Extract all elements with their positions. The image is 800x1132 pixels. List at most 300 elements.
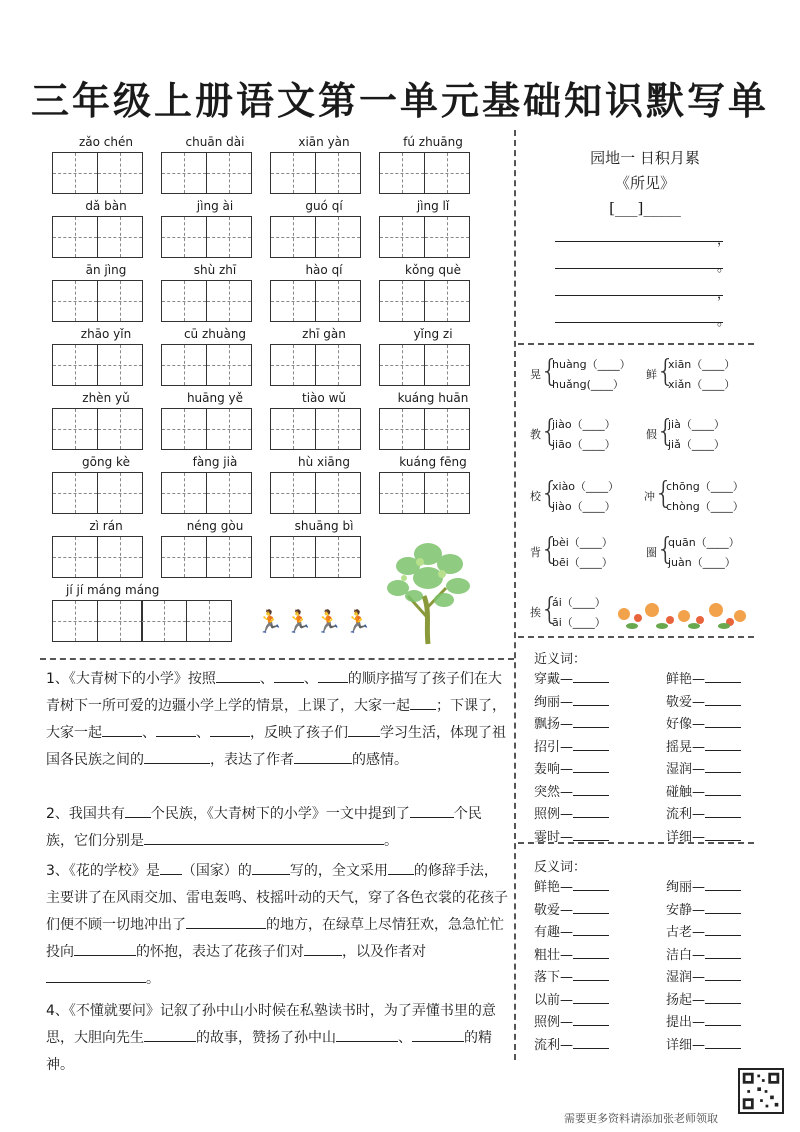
poem-block xyxy=(540,146,750,221)
writing-box[interactable] xyxy=(270,408,316,450)
question-3 xyxy=(46,858,508,993)
poem-mark: 。 xyxy=(717,260,731,275)
blank xyxy=(144,830,384,845)
writing-box[interactable] xyxy=(97,152,143,194)
answer-blank[interactable] xyxy=(573,992,609,1004)
poem-mark: 。 xyxy=(717,314,731,329)
writing-box[interactable] xyxy=(52,536,98,578)
answer-blank[interactable] xyxy=(705,671,741,683)
synonym-item xyxy=(666,691,741,710)
pinyin-word xyxy=(270,388,378,452)
poem-line xyxy=(555,309,723,323)
writing-box[interactable] xyxy=(161,152,207,194)
writing-box[interactable] xyxy=(315,472,361,514)
q1-text: ；下课了，大家一起 xyxy=(46,698,506,741)
writing-box[interactable] xyxy=(52,408,98,450)
divider-poem xyxy=(518,343,754,345)
answer-blank[interactable] xyxy=(573,1037,609,1049)
antonym-item xyxy=(534,921,609,940)
answer-blank[interactable] xyxy=(573,829,609,841)
blank xyxy=(294,749,352,764)
grid-row xyxy=(52,324,508,388)
writing-box[interactable] xyxy=(315,152,361,194)
writing-box[interactable] xyxy=(52,344,98,386)
pinyin-label: kuáng huān xyxy=(397,391,469,405)
word-label: 照例— xyxy=(534,1015,574,1030)
q3-text: 写的，全文采用 xyxy=(289,863,388,879)
poly-reading: jià（____） xyxy=(668,418,725,431)
q3-text: 。 xyxy=(146,971,160,987)
writing-box[interactable] xyxy=(97,344,143,386)
blank xyxy=(46,968,146,983)
pinyin-label: yǐng zi xyxy=(413,327,453,341)
pinyin-word xyxy=(270,452,378,516)
word-label: 鲜艳— xyxy=(534,880,574,895)
poly-reading: xiǎn（____） xyxy=(668,378,736,391)
pinyin-label: néng gòu xyxy=(186,519,244,533)
poly-char: 圈 xyxy=(646,546,657,559)
q3-text: 的地方，在绿草上尽情狂欢，急急忙忙投向 xyxy=(46,917,504,960)
q2-text: 2、我国共有 xyxy=(46,806,125,822)
brace: { xyxy=(540,414,560,449)
poly-reading: jiào（____） xyxy=(552,418,616,431)
poly-reading: ái（____） xyxy=(552,596,606,609)
grid-row xyxy=(52,196,508,260)
word-label: 敬爱— xyxy=(666,694,706,710)
q1-text: 的顺序描写了孩子们在大青树下一所可爱的边疆小学上学的情景，上课了，大家一起 xyxy=(46,671,502,714)
writing-box[interactable] xyxy=(161,280,207,322)
writing-box[interactable] xyxy=(424,280,470,322)
antonym-item xyxy=(534,1034,609,1053)
writing-box[interactable] xyxy=(424,472,470,514)
writing-box[interactable] xyxy=(270,344,316,386)
q3-text: 的修辞手法，主要讲了在风雨交加、雷电轰鸣、枝摇叶动的天气，穿了各色衣裳的花孩子们便不顾一切地冲出了 xyxy=(46,863,508,933)
answer-blank[interactable] xyxy=(573,806,609,818)
writing-box[interactable] xyxy=(161,536,207,578)
antonym-item xyxy=(666,876,741,895)
question-4 xyxy=(46,998,508,1079)
synonym-item xyxy=(666,803,741,822)
pinyin-word xyxy=(161,132,269,196)
answer-blank[interactable] xyxy=(573,716,609,728)
writing-box[interactable] xyxy=(270,216,316,258)
answer-blank[interactable] xyxy=(573,1014,609,1026)
poly-char: 挨 xyxy=(530,606,541,619)
word-label: 落下— xyxy=(534,970,574,985)
pinyin-word xyxy=(52,580,252,644)
pinyin-word xyxy=(270,516,378,580)
writing-box[interactable] xyxy=(52,216,98,258)
writing-box[interactable] xyxy=(97,280,143,322)
poly-reading: chòng（____） xyxy=(666,500,744,513)
answer-blank[interactable] xyxy=(573,969,609,981)
synonym-item xyxy=(534,803,609,822)
poly-reading: jiào（____） xyxy=(552,500,616,513)
poly-reading: jiāo（____） xyxy=(552,438,616,451)
writing-box[interactable] xyxy=(52,280,98,322)
word-label: 流利— xyxy=(666,807,706,822)
pinyin-word xyxy=(52,452,160,516)
poly-reading: xiān（____） xyxy=(668,358,736,371)
synonym-item xyxy=(534,826,609,845)
writing-box[interactable] xyxy=(206,536,252,578)
pinyin-label: hù xiāng xyxy=(297,455,351,469)
word-label: 突然— xyxy=(534,784,574,800)
word-label: 碰触— xyxy=(666,784,706,800)
writing-box[interactable] xyxy=(141,600,187,642)
antonym-item xyxy=(666,1011,741,1030)
pinyin-label: gōng kè xyxy=(82,455,130,469)
pinyin-word xyxy=(52,388,160,452)
writing-box[interactable] xyxy=(270,472,316,514)
word-label: 有趣— xyxy=(534,925,574,940)
q4-text: 的故事，赞扬了孙中山 xyxy=(196,1030,336,1046)
brace: { xyxy=(654,476,674,511)
pinyin-label: shù zhī xyxy=(193,263,237,277)
footer-note: 需要更多资料请添加张老师领取 xyxy=(564,1112,718,1125)
pinyin-word xyxy=(161,516,269,580)
writing-box[interactable] xyxy=(186,600,232,642)
synonym-item xyxy=(534,758,609,777)
pinyin-word xyxy=(161,388,269,452)
synonym-item xyxy=(534,668,609,687)
blank xyxy=(252,860,290,875)
antonyms-title: 反义词： xyxy=(534,860,587,875)
synonym-item xyxy=(666,713,741,732)
word-label: 霎时— xyxy=(534,829,574,845)
q1-text: 的感情。 xyxy=(352,752,408,768)
writing-box[interactable] xyxy=(424,152,470,194)
blank xyxy=(318,668,348,683)
word-label: 湿润— xyxy=(666,970,706,985)
brace: { xyxy=(540,354,560,389)
q1-text: 学习生活，体现了祖国各民族之间的 xyxy=(46,725,506,768)
writing-box[interactable] xyxy=(315,536,361,578)
q1-text: 1、《大青树下的小学》按照 xyxy=(46,671,216,687)
brace: { xyxy=(656,414,676,449)
poly-char: 背 xyxy=(530,546,541,559)
word-label: 绚丽— xyxy=(666,880,706,895)
blank xyxy=(274,668,304,683)
antonym-item xyxy=(666,944,741,963)
word-label: 安静— xyxy=(666,902,706,918)
blank xyxy=(102,722,142,737)
answer-blank[interactable] xyxy=(705,902,741,914)
q3-text: 3、《花的学校》是 xyxy=(46,863,160,879)
vertical-divider xyxy=(514,130,516,1060)
writing-box[interactable] xyxy=(270,280,316,322)
q4-text: 、 xyxy=(398,1030,412,1046)
q4-text: 的精神。 xyxy=(46,1030,492,1073)
q1-text: ，反映了孩子们 xyxy=(250,725,348,741)
q2-text: 个民族，它们分别是 xyxy=(46,806,482,849)
word-label: 扬起— xyxy=(666,992,706,1008)
q1-text: 、 xyxy=(142,725,156,741)
answer-blank[interactable] xyxy=(705,879,741,891)
writing-box[interactable] xyxy=(315,280,361,322)
pinyin-label: cū zhuàng xyxy=(183,327,247,341)
writing-box[interactable] xyxy=(315,344,361,386)
poly-char: 晃 xyxy=(530,368,541,381)
blank xyxy=(144,1027,196,1042)
q3-text: ，以及作者对 xyxy=(342,944,426,960)
answer-blank[interactable] xyxy=(705,992,741,1004)
antonym-item xyxy=(666,989,741,1008)
pinyin-label: zhāo yǐn xyxy=(80,327,132,341)
blank xyxy=(210,722,250,737)
word-label: 穿戴— xyxy=(534,672,574,687)
antonym-item xyxy=(534,876,609,895)
answer-blank[interactable] xyxy=(705,694,741,706)
answer-blank[interactable] xyxy=(573,671,609,683)
word-label: 鲜艳— xyxy=(666,672,706,687)
poem-mark: ， xyxy=(717,287,731,302)
pinyin-label: zhèn yǔ xyxy=(82,391,130,405)
answer-blank[interactable] xyxy=(573,879,609,891)
writing-box[interactable] xyxy=(379,280,425,322)
pinyin-label: fú zhuāng xyxy=(403,135,463,149)
synonym-item xyxy=(534,691,609,710)
answer-blank[interactable] xyxy=(705,1014,741,1026)
poly-char: 假 xyxy=(646,428,657,441)
poly-reading: āi（____） xyxy=(552,616,606,629)
pinyin-word xyxy=(270,324,378,388)
pinyin-label: dǎ bàn xyxy=(85,199,127,213)
blank xyxy=(410,803,454,818)
word-label: 招引— xyxy=(534,739,574,755)
writing-box[interactable] xyxy=(97,472,143,514)
synonym-item xyxy=(666,668,741,687)
writing-box[interactable] xyxy=(206,280,252,322)
answer-blank[interactable] xyxy=(705,924,741,936)
writing-box[interactable] xyxy=(424,216,470,258)
pinyin-word xyxy=(161,324,269,388)
question-2 xyxy=(46,801,508,855)
pinyin-label: hào qí xyxy=(305,263,343,277)
writing-box[interactable] xyxy=(379,152,425,194)
antonym-item xyxy=(666,899,741,918)
poly-char: 校 xyxy=(530,490,541,503)
word-label: 粗壮— xyxy=(534,947,574,963)
antonym-item xyxy=(534,966,609,985)
writing-box[interactable] xyxy=(379,472,425,514)
brace: { xyxy=(540,532,560,567)
poly-reading: xiào（____） xyxy=(552,480,620,493)
word-label: 古老— xyxy=(666,925,706,940)
q3-text: 的怀抱，表达了花孩子们对 xyxy=(136,944,304,960)
pinyin-word xyxy=(52,516,160,580)
q1-text: 、 xyxy=(196,725,210,741)
writing-box[interactable] xyxy=(97,216,143,258)
poem-section: 园地一 日积月累 xyxy=(590,149,700,167)
poly-reading: quān（____） xyxy=(668,536,740,549)
writing-box[interactable] xyxy=(52,152,98,194)
writing-box[interactable] xyxy=(97,600,143,642)
poem-author: [___]_____ xyxy=(609,199,681,217)
antonym-item xyxy=(666,921,741,940)
blank xyxy=(125,803,151,818)
answer-blank[interactable] xyxy=(705,806,741,818)
blank xyxy=(336,1027,398,1042)
antonym-item xyxy=(666,966,741,985)
writing-box[interactable] xyxy=(161,472,207,514)
poly-char: 教 xyxy=(530,428,541,441)
pinyin-label: jí jí máng máng xyxy=(66,583,160,597)
pinyin-word xyxy=(270,260,378,324)
word-label: 照例— xyxy=(534,807,574,822)
blank xyxy=(144,749,210,764)
answer-blank[interactable] xyxy=(573,761,609,773)
writing-box[interactable] xyxy=(270,152,316,194)
answer-blank[interactable] xyxy=(573,739,609,751)
writing-box[interactable] xyxy=(206,216,252,258)
antonym-item xyxy=(534,944,609,963)
grid-row xyxy=(52,452,508,516)
word-label: 好像— xyxy=(666,717,706,732)
answer-blank[interactable] xyxy=(573,902,609,914)
answer-blank[interactable] xyxy=(705,829,741,841)
word-label: 流利— xyxy=(534,1037,574,1053)
writing-box[interactable] xyxy=(206,408,252,450)
answer-blank[interactable] xyxy=(705,739,741,751)
word-label: 详细— xyxy=(666,829,706,845)
synonym-item xyxy=(666,736,741,755)
pinyin-word xyxy=(379,132,487,196)
q1-text: ，表达了作者 xyxy=(210,752,294,768)
writing-box[interactable] xyxy=(379,408,425,450)
poly-reading: jiǎ（____） xyxy=(668,438,725,451)
poly-reading: bèi（____） xyxy=(552,536,613,549)
word-label: 绚丽— xyxy=(534,694,574,710)
word-label: 洁白— xyxy=(666,947,706,963)
poem-mark: ， xyxy=(717,233,731,248)
antonym-item xyxy=(534,989,609,1008)
word-label: 敬爱— xyxy=(534,902,574,918)
blank xyxy=(216,668,260,683)
writing-box[interactable] xyxy=(315,408,361,450)
brace: { xyxy=(540,592,560,627)
pinyin-word xyxy=(379,196,487,260)
pinyin-label: jìng ài xyxy=(196,199,234,213)
brace: { xyxy=(656,532,676,567)
pinyin-label: shuāng bì xyxy=(294,519,354,533)
writing-box[interactable] xyxy=(161,344,207,386)
poly-reading: juàn（____） xyxy=(668,556,736,569)
pinyin-label: zǎo chén xyxy=(79,135,133,149)
writing-box[interactable] xyxy=(206,472,252,514)
q2-text: 个民族，《大青树下的小学》一文中提到了 xyxy=(150,806,410,822)
synonym-item xyxy=(666,758,741,777)
q4-text: 4、《不懂就要问》记叙了孙中山小时候在私塾读书时，为了弄懂书里的意思，大胆向先生 xyxy=(46,1003,496,1046)
brace: { xyxy=(656,354,676,389)
pinyin-word xyxy=(270,132,378,196)
blank xyxy=(304,941,342,956)
poly-reading: bēi（____） xyxy=(552,556,613,569)
answer-blank[interactable] xyxy=(573,784,609,796)
pinyin-word xyxy=(379,260,487,324)
answer-blank[interactable] xyxy=(705,969,741,981)
antonym-item xyxy=(534,899,609,918)
poly-reading: chōng（____） xyxy=(666,480,744,493)
flowers-illustration xyxy=(612,596,750,630)
blank xyxy=(410,695,436,710)
answer-blank[interactable] xyxy=(705,784,741,796)
qr-code xyxy=(738,1068,784,1114)
pinyin-label: huāng yě xyxy=(186,391,244,405)
word-label: 以前— xyxy=(534,992,574,1008)
blank xyxy=(388,860,414,875)
writing-box[interactable] xyxy=(424,408,470,450)
q1-text: 、 xyxy=(303,671,318,687)
writing-box[interactable] xyxy=(206,344,252,386)
pinyin-word xyxy=(52,324,160,388)
writing-box[interactable] xyxy=(161,408,207,450)
writing-box[interactable] xyxy=(161,216,207,258)
writing-box[interactable] xyxy=(270,536,316,578)
writing-box[interactable] xyxy=(52,600,98,642)
grid-row xyxy=(52,388,508,452)
writing-box[interactable] xyxy=(379,344,425,386)
answer-blank[interactable] xyxy=(705,761,741,773)
pinyin-word xyxy=(270,196,378,260)
q1-text: 、 xyxy=(259,671,274,687)
writing-box[interactable] xyxy=(379,216,425,258)
poem-title: 《所见》 xyxy=(614,174,675,192)
writing-box[interactable] xyxy=(97,536,143,578)
writing-box[interactable] xyxy=(315,216,361,258)
synonym-item xyxy=(534,713,609,732)
pinyin-label: ān jìng xyxy=(85,263,127,277)
grid-row xyxy=(52,260,508,324)
pinyin-label: zhī gàn xyxy=(302,327,346,341)
kids-illustration: 🏃🏃🏃🏃 xyxy=(256,610,374,635)
pinyin-label: kuáng fēng xyxy=(399,455,467,469)
page-title: 三年级上册语文第一单元基础知识默写单 xyxy=(30,78,769,123)
blank xyxy=(156,722,196,737)
pinyin-label: zì rán xyxy=(89,519,123,533)
pinyin-word xyxy=(379,324,487,388)
blank xyxy=(186,914,266,929)
q2-text: 。 xyxy=(384,833,398,849)
answer-blank[interactable] xyxy=(573,694,609,706)
blank xyxy=(348,722,380,737)
writing-box[interactable] xyxy=(206,152,252,194)
question-1 xyxy=(46,666,508,774)
answer-blank[interactable] xyxy=(705,947,741,959)
poem-line xyxy=(555,282,723,296)
word-label: 提出— xyxy=(666,1015,706,1030)
answer-blank[interactable] xyxy=(573,924,609,936)
answer-blank[interactable] xyxy=(705,1037,741,1049)
pinyin-label: tiào wǔ xyxy=(302,391,346,405)
pinyin-label: kǒng què xyxy=(405,263,461,277)
word-label: 轰响— xyxy=(534,762,574,777)
answer-blank[interactable] xyxy=(705,716,741,728)
poem-line xyxy=(555,255,723,269)
pinyin-label: guó qí xyxy=(305,199,343,213)
synonym-item xyxy=(534,781,609,800)
poem-line xyxy=(555,228,723,242)
poly-char: 鲜 xyxy=(646,368,657,381)
writing-box[interactable] xyxy=(52,472,98,514)
writing-box[interactable] xyxy=(424,344,470,386)
pinyin-word xyxy=(161,196,269,260)
answer-blank[interactable] xyxy=(573,947,609,959)
writing-box[interactable] xyxy=(97,408,143,450)
pinyin-label: xiān yàn xyxy=(298,135,350,149)
word-label: 飘扬— xyxy=(534,717,574,732)
pinyin-label: jìng lǐ xyxy=(416,199,450,213)
